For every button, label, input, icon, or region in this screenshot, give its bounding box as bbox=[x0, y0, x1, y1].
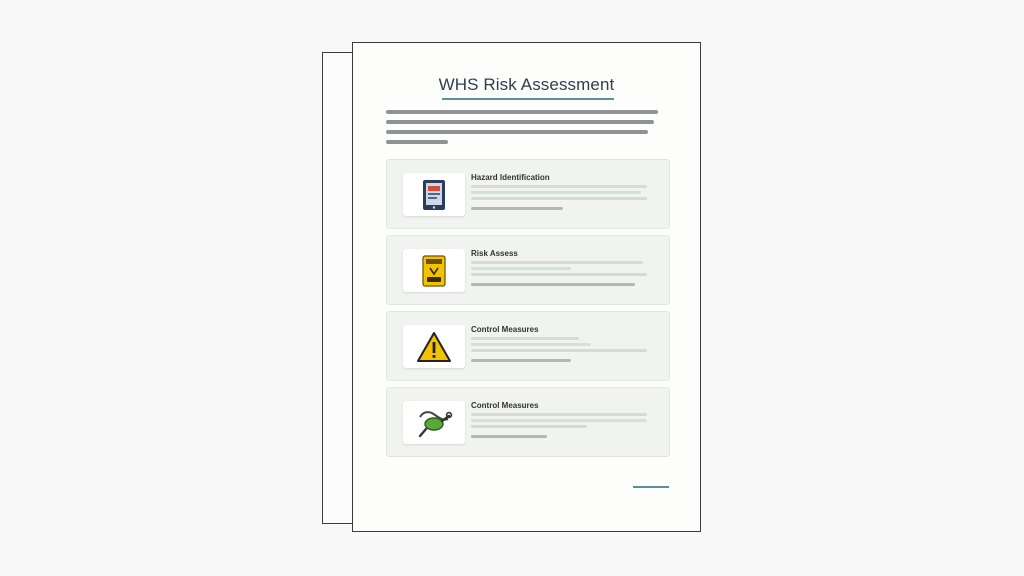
text-line bbox=[471, 337, 579, 340]
text-line bbox=[471, 267, 571, 270]
warning-sign-icon bbox=[422, 255, 446, 287]
section-heading: Control Measures bbox=[471, 401, 539, 410]
text-line bbox=[471, 413, 647, 416]
section-note bbox=[471, 435, 547, 438]
text-line bbox=[471, 261, 643, 264]
text-line bbox=[471, 349, 647, 352]
section-icon-box bbox=[403, 173, 465, 216]
section-heading: Hazard Identification bbox=[471, 173, 550, 182]
text-line bbox=[471, 419, 647, 422]
text-line bbox=[471, 273, 647, 276]
section-note bbox=[471, 207, 563, 210]
section-card-measures bbox=[386, 387, 670, 457]
section-heading: Risk Assess bbox=[471, 249, 518, 258]
section-card-risk bbox=[386, 235, 670, 305]
text-line bbox=[471, 343, 591, 346]
document-page bbox=[352, 42, 701, 532]
section-icon-box bbox=[403, 401, 465, 444]
text-line bbox=[471, 425, 587, 428]
section-note bbox=[471, 359, 571, 362]
hazard-triangle-icon bbox=[416, 331, 452, 363]
back-page bbox=[322, 52, 353, 524]
section-note bbox=[471, 283, 635, 286]
footer-rule bbox=[633, 486, 669, 488]
document-title: WHS Risk Assessment bbox=[438, 75, 615, 94]
section-heading: Control Measures bbox=[471, 325, 539, 334]
text-line bbox=[471, 191, 641, 194]
text-line bbox=[471, 185, 647, 188]
text-line bbox=[471, 197, 647, 200]
section-card-control bbox=[386, 311, 670, 381]
title-underline bbox=[442, 98, 614, 100]
section-card-hazard bbox=[386, 159, 670, 229]
section-icon-box bbox=[403, 249, 465, 292]
wrench-hand-icon bbox=[414, 407, 454, 439]
tablet-icon bbox=[421, 178, 447, 212]
section-icon-box bbox=[403, 325, 465, 368]
intro-paragraph bbox=[386, 110, 662, 150]
